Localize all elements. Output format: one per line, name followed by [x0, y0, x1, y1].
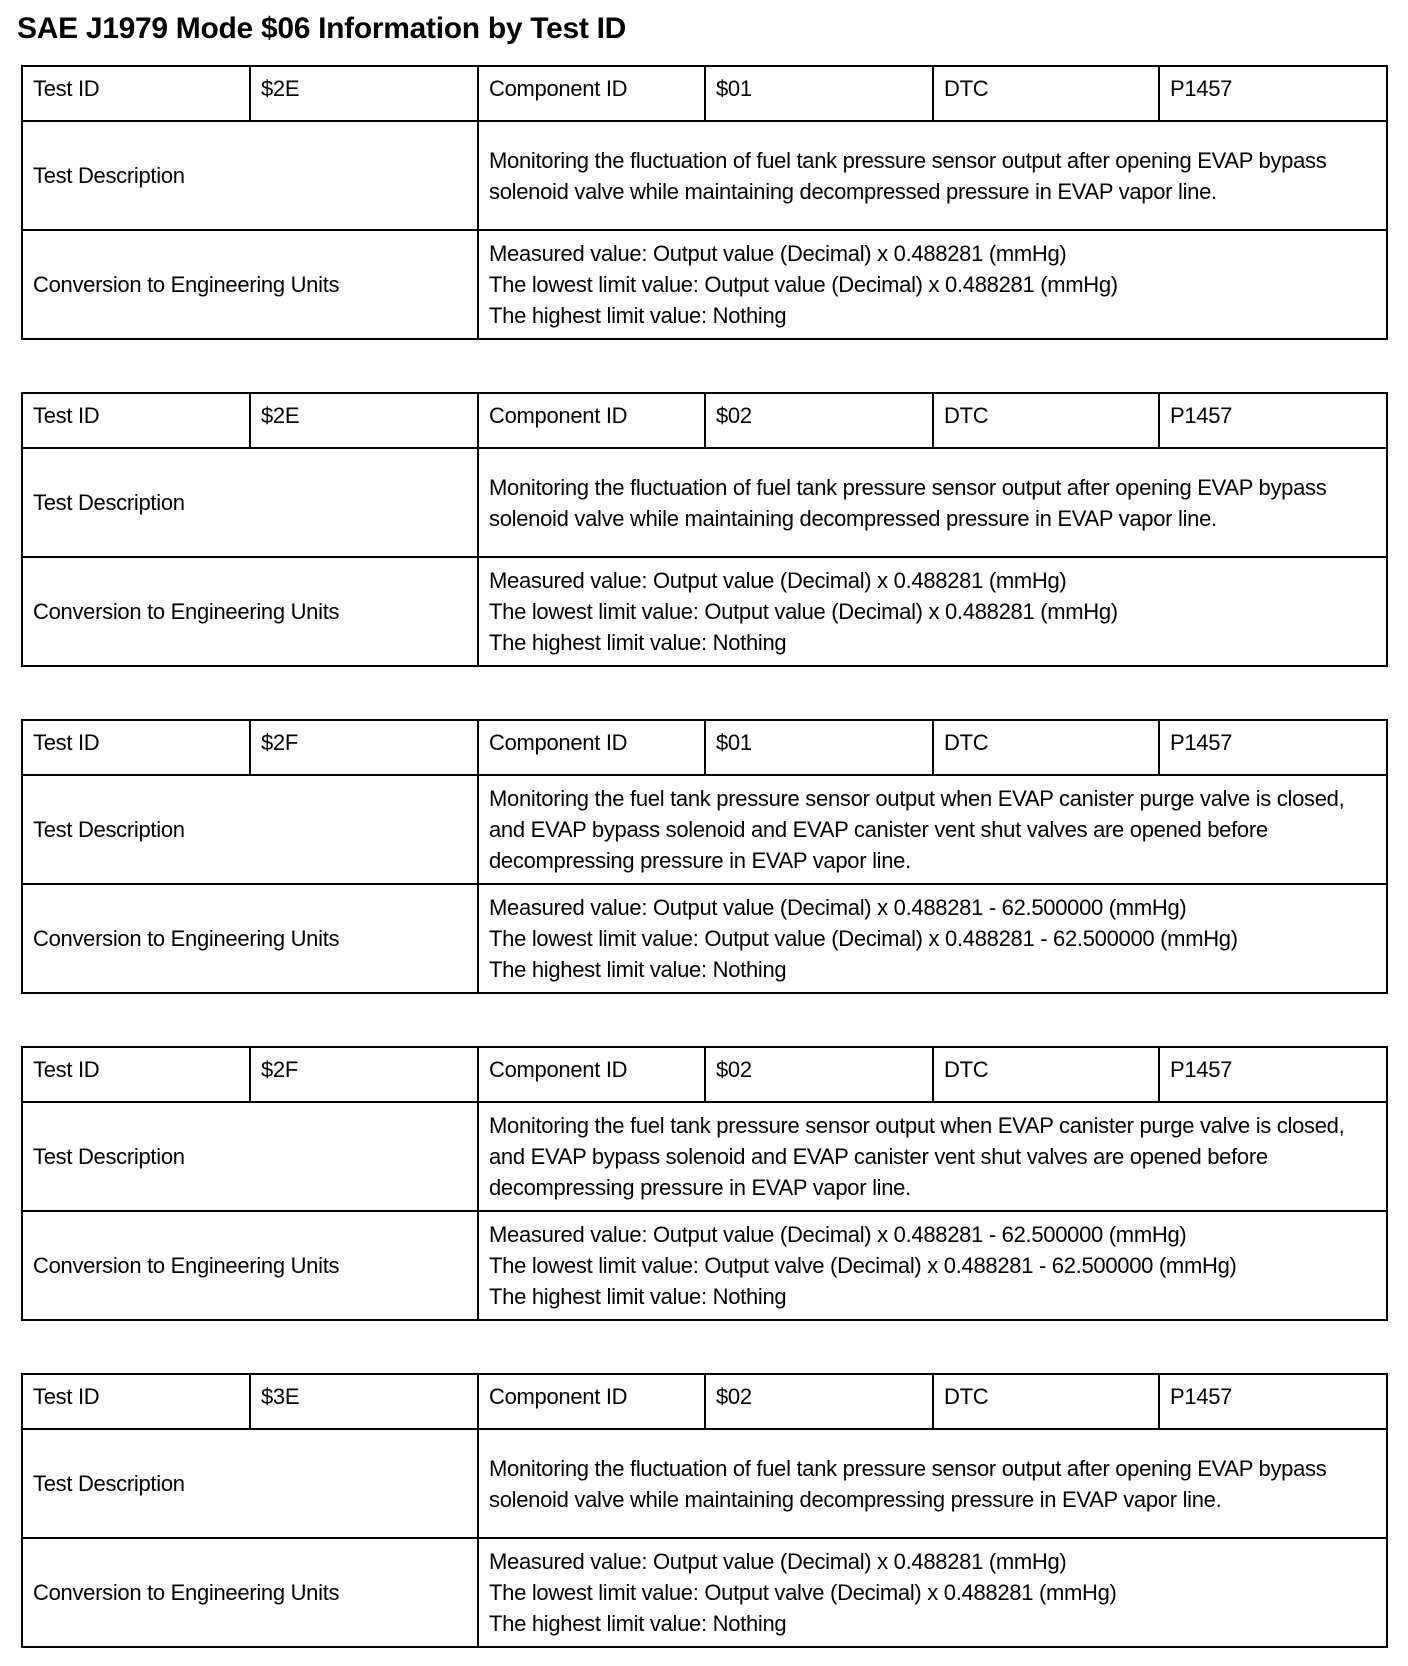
table-header-row [22, 1047, 1387, 1102]
lowest-limit-line: The lowest limit value: Output valve (Decimal) x 0.488281 - 62.500000 (mmHg) [489, 1253, 1237, 1278]
dtc-value: P1457 [1159, 393, 1387, 448]
page-title: SAE J1979 Mode $06 Information by Test ID [17, 12, 626, 45]
dtc-label: DTC [933, 1047, 1159, 1102]
conversion-label: Conversion to Engineering Units [22, 230, 478, 339]
measured-value-line: Measured value: Output value (Decimal) x 0.488281 - 62.500000 (mmHg) [489, 1222, 1187, 1247]
conversion-row [22, 884, 1387, 993]
test-description-label: Test Description [22, 1102, 478, 1211]
test-description-row [22, 448, 1387, 557]
test-description-label: Test Description [22, 448, 478, 557]
test-id-label: Test ID [22, 66, 250, 121]
dtc-value: P1457 [1159, 1374, 1387, 1429]
test-id-value: $2E [250, 66, 478, 121]
test-description-label: Test Description [22, 1429, 478, 1538]
component-id-label: Component ID [478, 1374, 705, 1429]
test-description-row [22, 121, 1387, 230]
lowest-limit-line: The lowest limit value: Output value (Decimal) x 0.488281 - 62.500000 (mmHg) [489, 926, 1238, 951]
measured-value-line: Measured value: Output value (Decimal) x 0.488281 (mmHg) [489, 241, 1067, 266]
component-id-label: Component ID [478, 720, 705, 775]
lowest-limit-line: The lowest limit value: Output valve (Decimal) x 0.488281 (mmHg) [489, 1580, 1117, 1605]
test-description-value: Monitoring the fluctuation of fuel tank pressure sensor output after opening EVAP bypass solenoid valve while maintaining decompressed pressure in EVAP vapor line. [478, 448, 1387, 557]
measured-value-line: Measured value: Output value (Decimal) x 0.488281 - 62.500000 (mmHg) [489, 895, 1187, 920]
conversion-value [478, 1211, 1387, 1320]
dtc-label: DTC [933, 66, 1159, 121]
test-description-label: Test Description [22, 775, 478, 884]
test-id-value: $2F [250, 1047, 478, 1102]
test-description-row [22, 1102, 1387, 1211]
table-header-row [22, 66, 1387, 121]
dtc-label: DTC [933, 1374, 1159, 1429]
test-description-value: Monitoring the fuel tank pressure sensor output when EVAP canister purge valve is closed, and EVAP bypass solenoid and EVAP canister vent shut valves are opened before decompressing pressure in EVAP vapor line. [478, 775, 1387, 884]
component-id-value: $02 [705, 1047, 933, 1102]
test-description-value: Monitoring the fuel tank pressure sensor output when EVAP canister purge valve is closed, and EVAP bypass solenoid and EVAP canister vent shut valves are opened before decompressing pressure in EVAP vapor line. [478, 1102, 1387, 1211]
component-id-label: Component ID [478, 66, 705, 121]
table-header-row [22, 720, 1387, 775]
conversion-row [22, 557, 1387, 666]
test-description-label: Test Description [22, 121, 478, 230]
test-id-label: Test ID [22, 393, 250, 448]
component-id-value: $01 [705, 66, 933, 121]
conversion-value [478, 557, 1387, 666]
test-description-row [22, 775, 1387, 884]
dtc-value: P1457 [1159, 1047, 1387, 1102]
table-header-row [22, 1374, 1387, 1429]
conversion-value [478, 230, 1387, 339]
dtc-label: DTC [933, 393, 1159, 448]
conversion-label: Conversion to Engineering Units [22, 1538, 478, 1647]
test-id-label: Test ID [22, 1374, 250, 1429]
highest-limit-line: The highest limit value: Nothing [489, 630, 787, 655]
test-description-value: Monitoring the fluctuation of fuel tank pressure sensor output after opening EVAP bypass solenoid valve while maintaining decompressing pressure in EVAP vapor line. [478, 1429, 1387, 1538]
measured-value-line: Measured value: Output value (Decimal) x 0.488281 (mmHg) [489, 1549, 1067, 1574]
component-id-label: Component ID [478, 393, 705, 448]
lowest-limit-line: The lowest limit value: Output value (Decimal) x 0.488281 (mmHg) [489, 599, 1118, 624]
conversion-label: Conversion to Engineering Units [22, 884, 478, 993]
test-id-value: $2E [250, 393, 478, 448]
component-id-value: $02 [705, 1374, 933, 1429]
dtc-value: P1457 [1159, 66, 1387, 121]
dtc-label: DTC [933, 720, 1159, 775]
test-id-value: $3E [250, 1374, 478, 1429]
highest-limit-line: The highest limit value: Nothing [489, 303, 787, 328]
dtc-value: P1457 [1159, 720, 1387, 775]
measured-value-line: Measured value: Output value (Decimal) x 0.488281 (mmHg) [489, 568, 1067, 593]
table-header-row [22, 393, 1387, 448]
highest-limit-line: The highest limit value: Nothing [489, 1611, 787, 1636]
component-id-value: $02 [705, 393, 933, 448]
conversion-value [478, 1538, 1387, 1647]
test-id-label: Test ID [22, 720, 250, 775]
component-id-value: $01 [705, 720, 933, 775]
test-id-label: Test ID [22, 1047, 250, 1102]
test-id-table [21, 65, 1388, 340]
test-id-value: $2F [250, 720, 478, 775]
highest-limit-line: The highest limit value: Nothing [489, 957, 787, 982]
test-id-table [21, 1046, 1388, 1321]
highest-limit-line: The highest limit value: Nothing [489, 1284, 787, 1309]
test-description-row [22, 1429, 1387, 1538]
conversion-label: Conversion to Engineering Units [22, 1211, 478, 1320]
test-id-table [21, 392, 1388, 667]
conversion-label: Conversion to Engineering Units [22, 557, 478, 666]
conversion-row [22, 1211, 1387, 1320]
conversion-row [22, 1538, 1387, 1647]
test-description-value: Monitoring the fluctuation of fuel tank pressure sensor output after opening EVAP bypass solenoid valve while maintaining decompressed pressure in EVAP vapor line. [478, 121, 1387, 230]
test-id-table [21, 719, 1388, 994]
test-id-table [21, 1373, 1388, 1648]
component-id-label: Component ID [478, 1047, 705, 1102]
lowest-limit-line: The lowest limit value: Output value (Decimal) x 0.488281 (mmHg) [489, 272, 1118, 297]
conversion-value [478, 884, 1387, 993]
conversion-row [22, 230, 1387, 339]
